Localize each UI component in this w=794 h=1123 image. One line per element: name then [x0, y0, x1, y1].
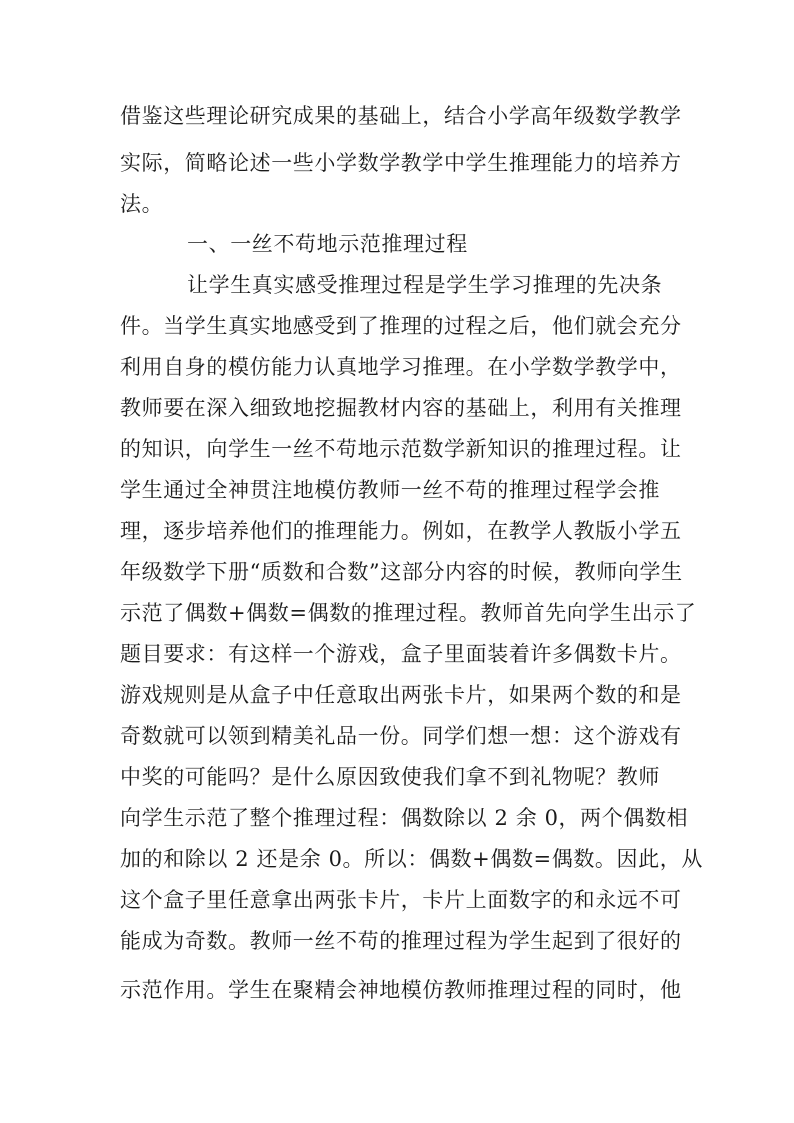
text-line-20: 这个盒子里任意拿出两张卡片，卡片上面数字的和永远不可 — [120, 888, 682, 912]
text-line-8: 教师要在深入细致地挖掘教材内容的基础上，利用有关推理 — [120, 396, 682, 420]
text-line-2: 实际，简略论述一些小学数学教学中学生推理能力的培养方 — [120, 151, 682, 175]
text-line-21: 能成为奇数。教师一丝不苟的推理过程为学生起到了很好的 — [120, 929, 682, 953]
text-line-22: 示范作用。学生在聚精会神地模仿教师推理过程的同时，他 — [120, 978, 682, 1002]
text-line-1: 借鉴这些理论研究成果的基础上，结合小学高年级数学教学 — [120, 104, 682, 128]
text-line-15: 游戏规则是从盒子中任意取出两张卡片，如果两个数的和是 — [120, 683, 682, 707]
text-line-11: 理，逐步培养他们的推理能力。例如，在教学人教版小学五 — [120, 519, 682, 543]
text-line-18: 向学生示范了整个推理过程：偶数除以 2 余 0，两个偶数相 — [120, 806, 689, 830]
text-line-12: 年级数学下册“质数和合数”这部分内容的时候，教师向学生 — [120, 560, 683, 584]
text-line-7: 利用自身的模仿能力认真地学习推理。在小学数学教学中， — [120, 355, 682, 379]
text-line-13: 示范了偶数+偶数=偶数的推理过程。教师首先向学生出示了 — [120, 601, 697, 625]
text-line-19: 加的和除以 2 还是余 0。所以：偶数+偶数=偶数。因此，从 — [120, 847, 703, 871]
text-line-17: 中奖的可能吗？是什么原因致使我们拿不到礼物呢？教师 — [120, 765, 660, 789]
text-line-10: 学生通过全神贯注地模仿教师一丝不苟的推理过程学会推 — [120, 478, 660, 502]
text-line-9: 的知识，向学生一丝不苟地示范数学新知识的推理过程。让 — [120, 437, 682, 461]
text-line-3: 法。 — [120, 192, 164, 216]
text-line-6: 件。当学生真实地感受到了推理的过程之后，他们就会充分 — [120, 314, 682, 338]
text-line-5: 让学生真实感受推理过程是学生学习推理的先决条 — [187, 273, 663, 297]
text-line-14: 题目要求：有这样一个游戏，盒子里面装着许多偶数卡片。 — [120, 642, 682, 666]
section-heading: 一、一丝不苟地示范推理过程 — [187, 232, 468, 256]
text-line-16: 奇数就可以领到精美礼品一份。同学们想一想：这个游戏有 — [120, 724, 682, 748]
